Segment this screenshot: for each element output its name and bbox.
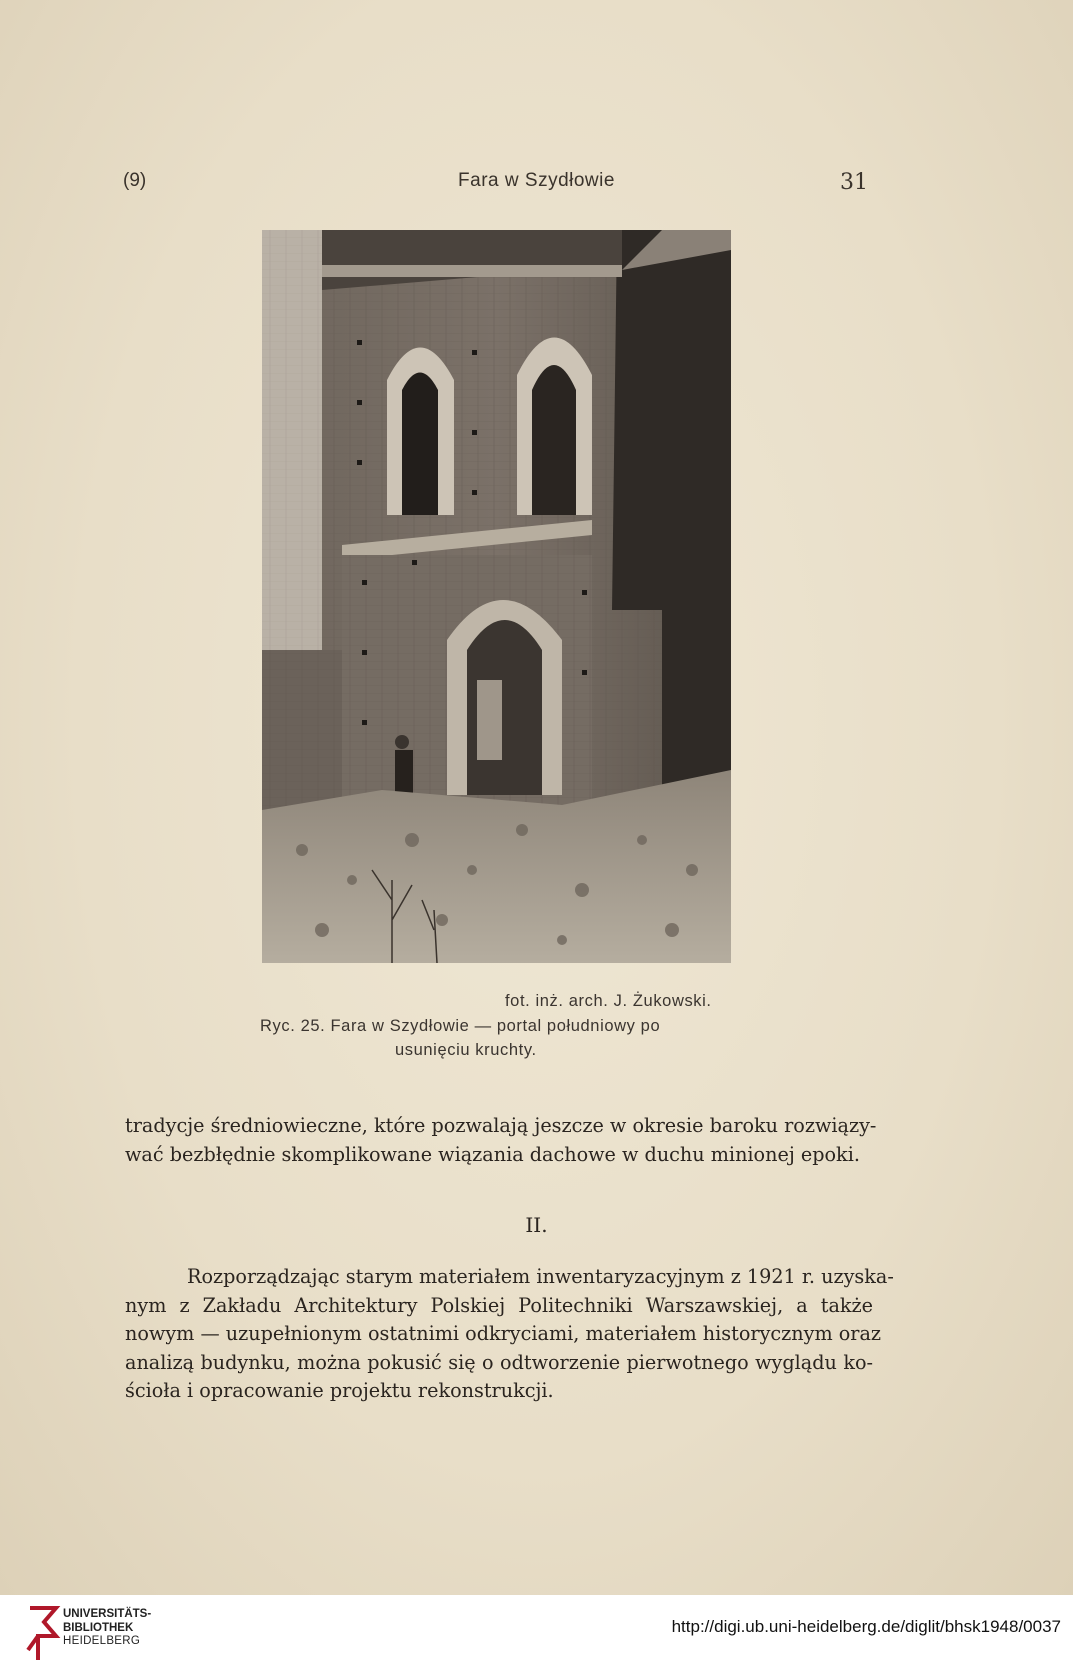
logo-line: UNIVERSITÄTS- <box>63 1608 152 1620</box>
permalink[interactable]: http://digi.ub.uni-heidelberg.de/diglit/bhsk1948/0037 <box>671 1617 1061 1636</box>
paragraph <box>125 1112 877 1169</box>
text-line: nowym — uzupełnionym ostatnimi odkryciami, materiałem historycznym oraz <box>125 1322 882 1345</box>
section-heading: II. <box>525 1213 548 1237</box>
figure-caption: Ryc. 25. Fara w Szydłowie — portal południowy po <box>260 1017 661 1035</box>
library-logo-icon[interactable] <box>24 1604 64 1664</box>
figure-caption-continued: usunięciu kruchty. <box>395 1041 537 1059</box>
photo-illustration <box>262 230 731 963</box>
logo-line: BIBLIOTHEK <box>63 1621 134 1634</box>
text-line: wać bezbłędnie skomplikowane wiązania dachowe w duchu minionej epoki. <box>125 1142 860 1166</box>
church-portal-photo <box>262 230 731 963</box>
library-logo-text <box>63 1608 151 1649</box>
text-line: nym z Zakładu Architektury Polskiej Politechniki Warszawskiej, a także <box>125 1293 873 1317</box>
paragraph <box>125 1263 894 1406</box>
text-line: analizą budynku, można pokusić się o odtworzenie pierwotnego wyglądu ko- <box>125 1350 873 1374</box>
text-line: ścioła i opracowanie projektu rekonstrukcji. <box>125 1379 554 1402</box>
text-line: tradycje średniowieczne, które pozwalają jeszcze w okresie baroku rozwiązy- <box>125 1114 877 1137</box>
text-line: Rozporządzając starym materiałem inwentaryzacyjnym z 1921 r. uzyska- <box>187 1265 894 1288</box>
logo-line: HEIDELBERG <box>63 1635 141 1647</box>
photo-credit: fot. inż. arch. J. Żukowski. <box>505 992 712 1010</box>
library-footer <box>0 1595 1073 1674</box>
running-title: Fara w Szydłowie <box>458 170 615 191</box>
page-number: 31 <box>840 170 868 195</box>
chapter-number: (9) <box>123 170 147 191</box>
